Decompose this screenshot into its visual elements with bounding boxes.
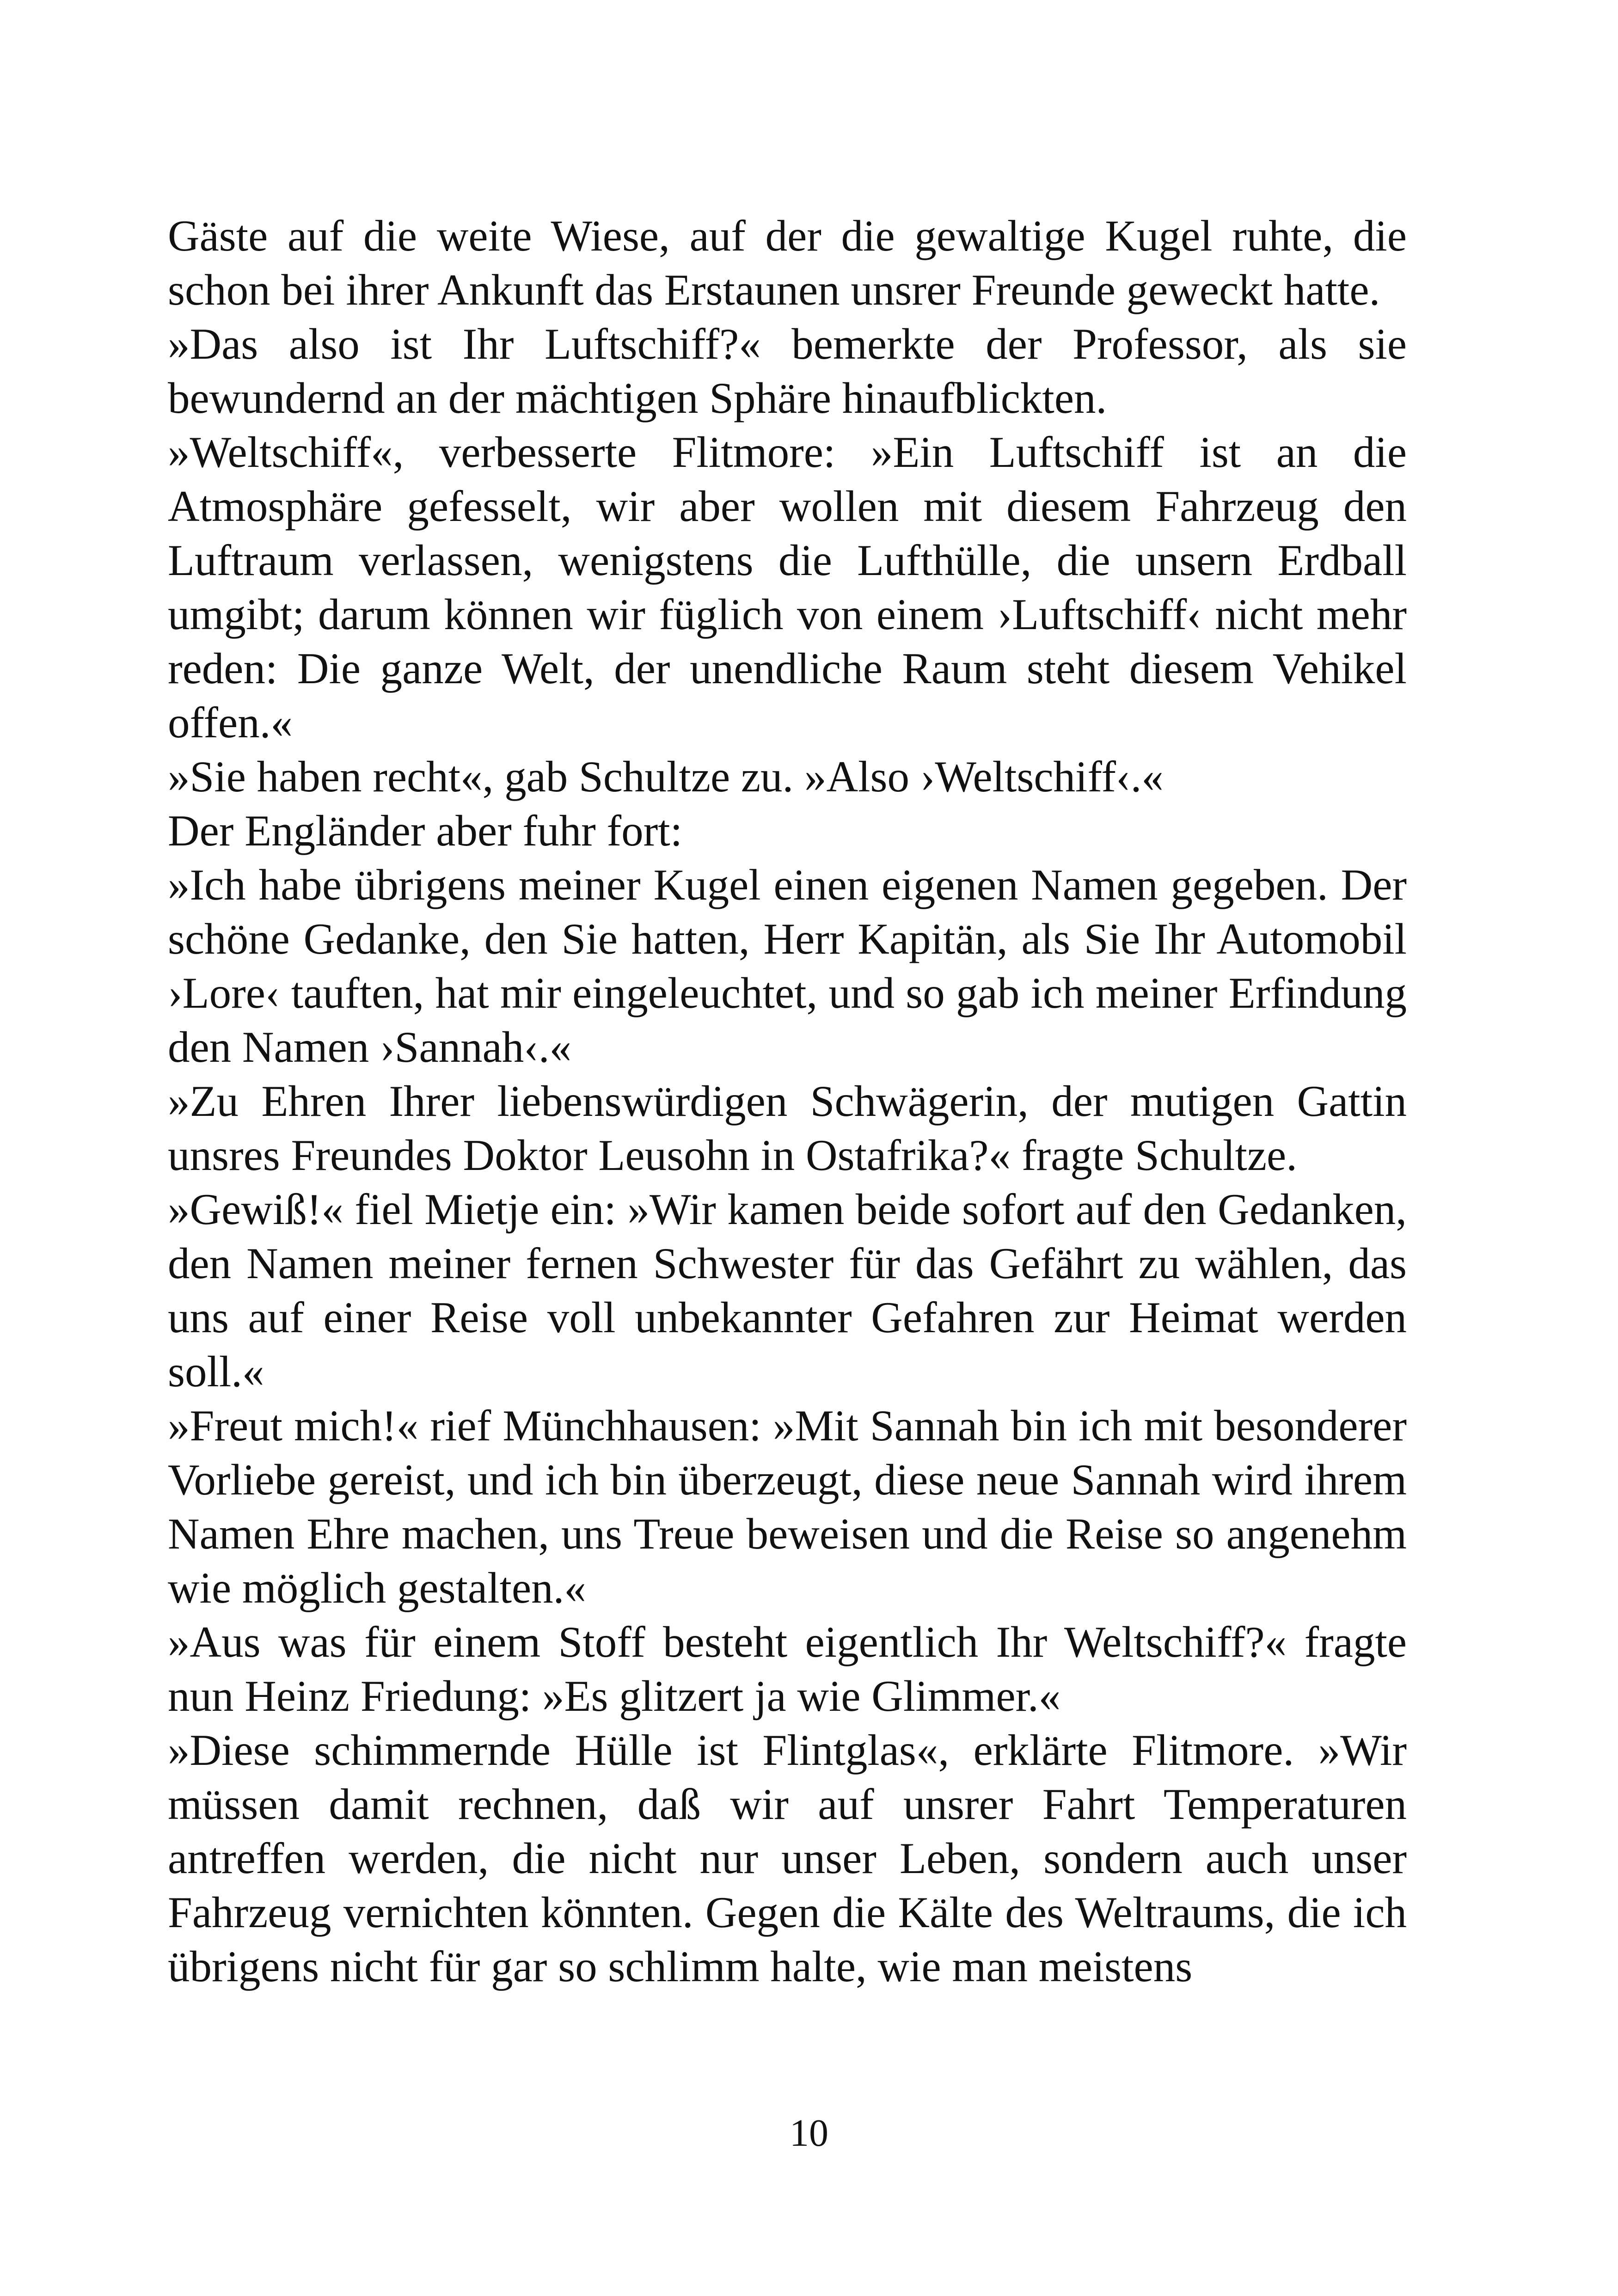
page-number: 10 — [790, 2112, 828, 2155]
paragraph-1: Gäste auf die weite Wiese, auf der die gewaltige Kugel ruhte, die schon bei ihrer Ankunft das Erstaunen unsrer Freunde geweckt hatte. — [168, 211, 1407, 314]
paragraph-2: »Das also ist Ihr Luftschiff?« bemerkte der Professor, als sie bewundernd an der mächtigen Sphäre hinaufblickten. — [168, 319, 1407, 422]
paragraph-3: »Weltschiff«, verbesserte Flitmore: »Ein Luftschiff ist an die Atmosphäre gefesselt, wir aber wollen mit diesem Fahrzeug den Luftraum verlassen, wenigstens die Lufthülle, die unsern Erdball umgibt; darum können wir füglich von einem ›Luftschiff‹ nicht mehr reden: Die ganze Welt, der unendliche Raum steht diesem Vehikel offen.« — [168, 428, 1407, 747]
paragraph-10: »Aus was für einem Stoff besteht eigentlich Ihr Weltschiff?« fragte nun Heinz Friedung: »Es glitzert ja wie Glimmer.« — [168, 1617, 1407, 1720]
paragraph-6: »Ich habe übrigens meiner Kugel einen eigenen Namen gegeben. Der schöne Gedanke, den Sie hatten, Herr Kapitän, als Sie Ihr Automobil ›Lore‹ tauften, hat mir eingeleuchtet, und so gab ich meiner Erfindung den Namen ›Sannah‹.« — [168, 860, 1407, 1071]
paragraph-8: »Gewiß!« fiel Mietje ein: »Wir kamen beide sofort auf den Gedanken, den Namen meiner fernen Schwester für das Gefährt zu wählen, das uns auf einer Reise voll unbekannter Gefahren zur Heimat werden soll.« — [168, 1185, 1407, 1396]
paragraph-5: Der Engländer aber fuhr fort: — [168, 806, 683, 855]
paragraph-11: »Diese schimmernde Hülle ist Flintglas«, erklärte Flitmore. »Wir müssen damit rechnen, daß wir auf unsrer Fahrt Temperaturen antreffen werden, die nicht nur unser Leben, sondern auch unser Fahrzeug vernichten könnten. Gegen die Kälte des Weltraums, die ich übrigens nicht für gar so schlimm halte, wie man meistens — [168, 1726, 1407, 1991]
paragraph-7: »Zu Ehren Ihrer liebenswürdigen Schwägerin, der mutigen Gattin unsres Freundes Doktor Leusohn in Ostafrika?« fragte Schultze. — [168, 1077, 1407, 1180]
body-text — [168, 209, 1407, 1994]
paragraph-9: »Freut mich!« rief Münchhausen: »Mit Sannah bin ich mit besonderer Vorliebe gereist, und ich bin überzeugt, diese neue Sannah wird ihrem Namen Ehre machen, uns Treue beweisen und die Reise so angenehm wie möglich gestalten.« — [168, 1401, 1407, 1612]
paragraph-4: »Sie haben recht«, gab Schultze zu. »Also ›Weltschiff‹.« — [168, 752, 1164, 801]
